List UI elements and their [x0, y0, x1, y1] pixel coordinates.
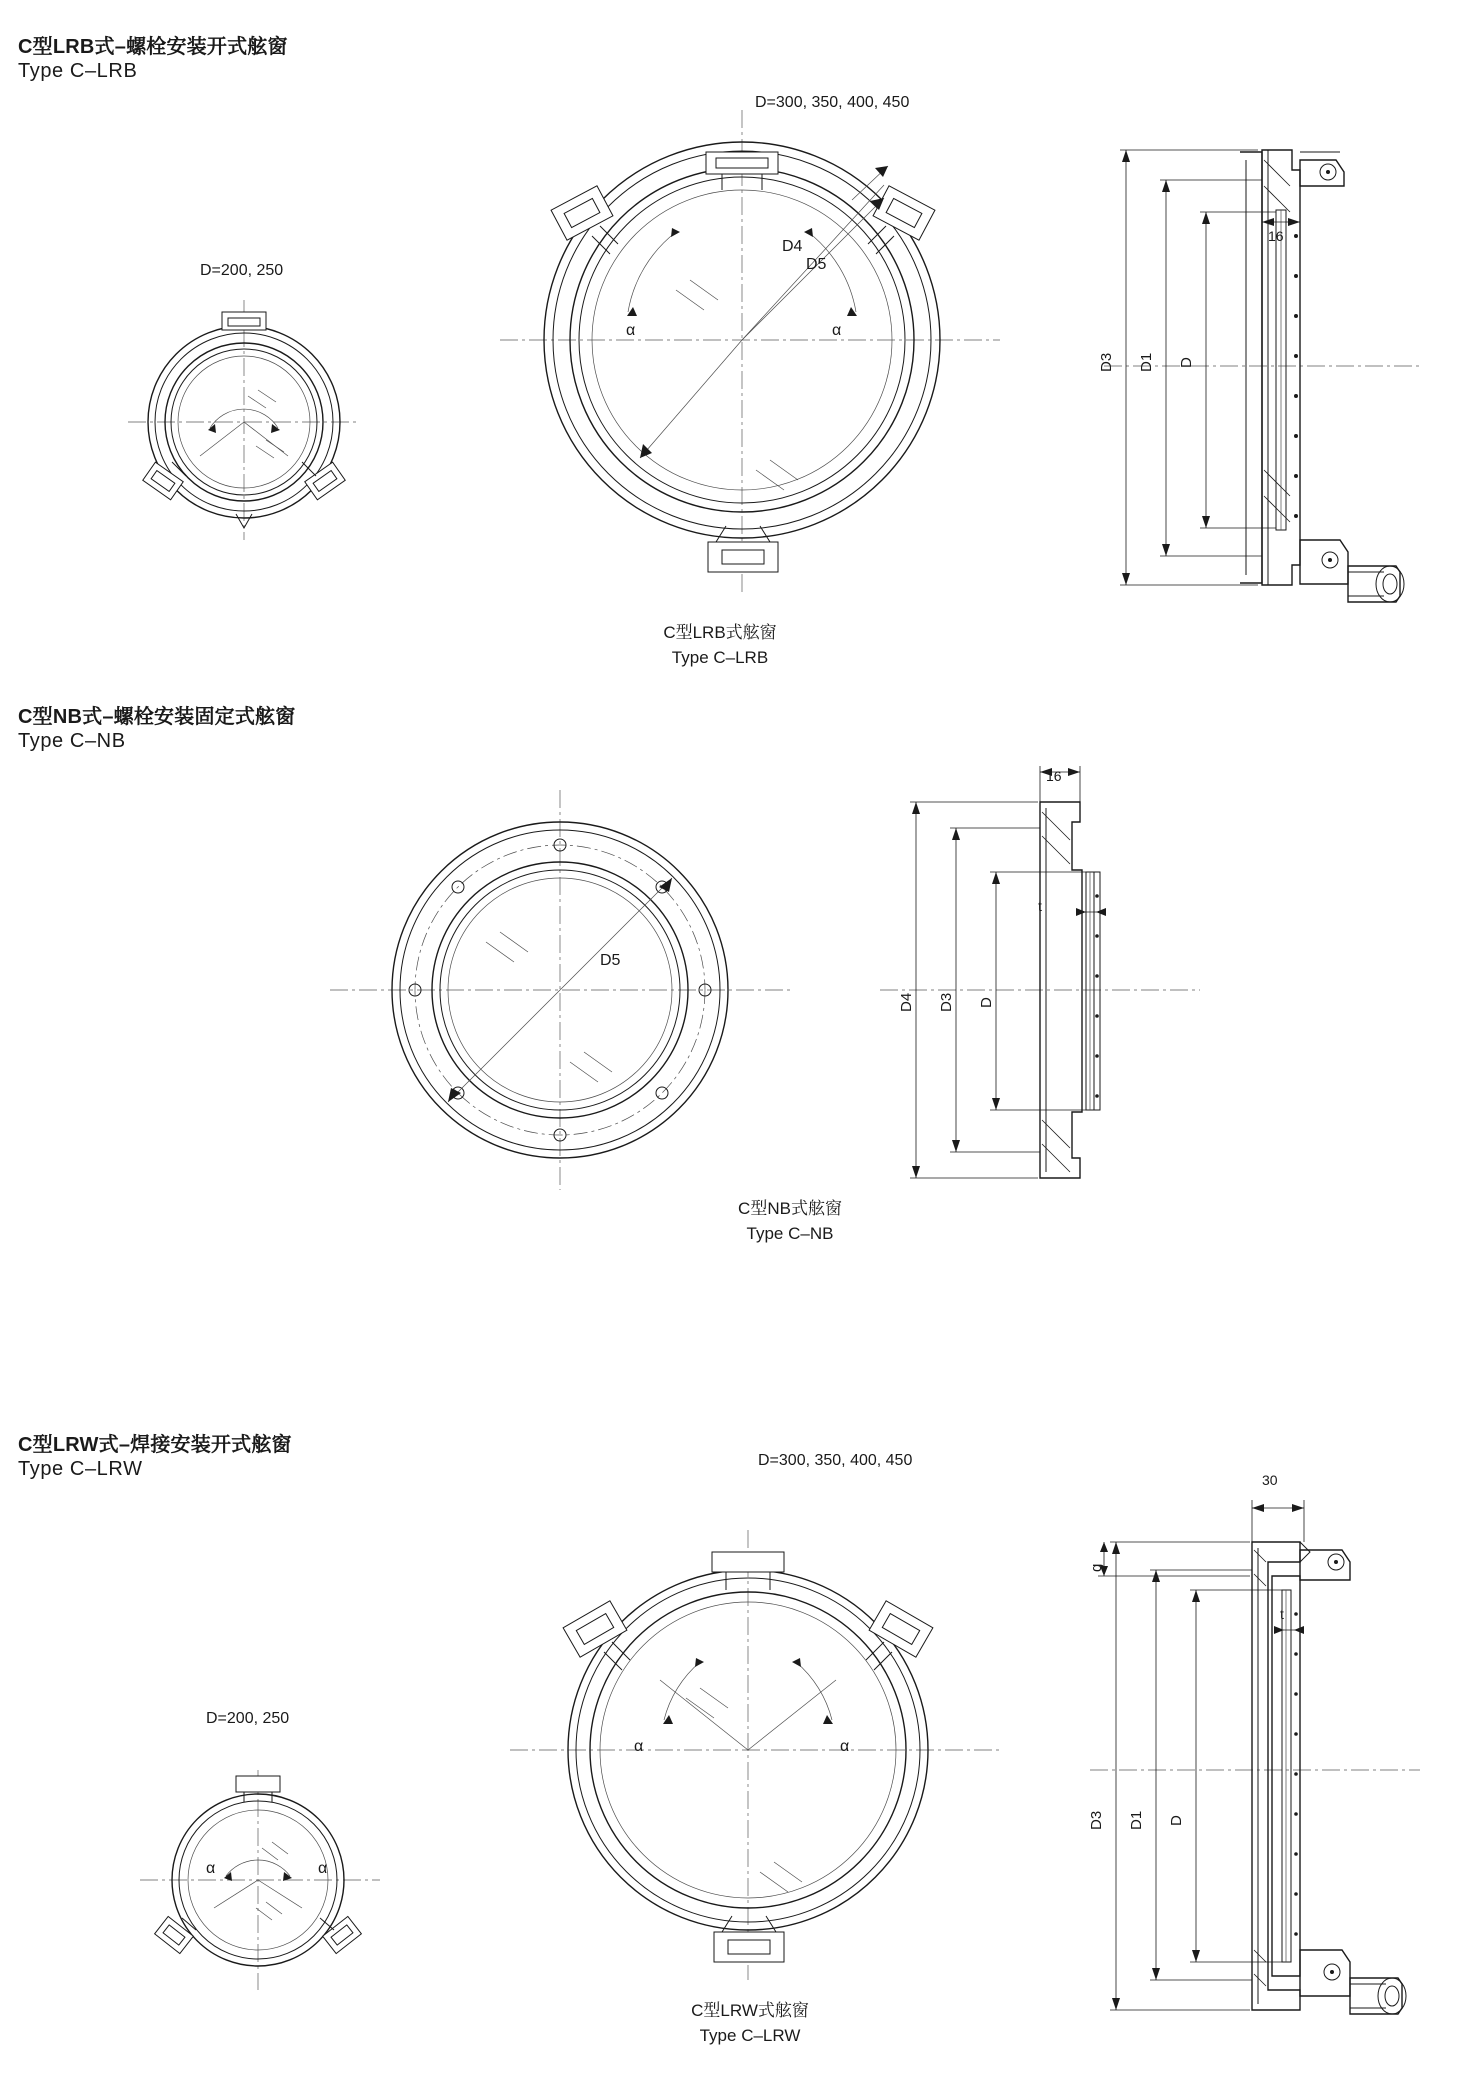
view-nb-front: [330, 790, 790, 1190]
label-nb-d: D: [978, 997, 995, 1008]
view-lrb-large-front: [500, 110, 1000, 592]
label-lrw-weld-width-30: 30: [1262, 1472, 1278, 1488]
label-lrw-d: D: [1168, 1815, 1185, 1826]
label-lrw-small-diameter: D=200, 250: [206, 1710, 290, 1727]
view-lrw-section: [1090, 1500, 1420, 2014]
label-lrb-d4: D4: [782, 238, 803, 255]
caption-c-nb-en: Type C–NB: [746, 1224, 834, 1243]
label-nb-glass-thickness: t: [1038, 898, 1042, 914]
caption-c-lrw-en: Type C–LRW: [699, 2026, 801, 2045]
label-lrw-alpha-left-small: α: [206, 1860, 216, 1877]
view-lrb-small-front: [128, 300, 360, 540]
label-lrw-alpha-right: α: [840, 1738, 850, 1755]
label-nb-d3: D3: [938, 992, 955, 1012]
view-lrb-section: [1104, 150, 1420, 602]
view-nb-section: [880, 766, 1200, 1178]
section-title-c-lrb-en: Type C–LRB: [18, 60, 138, 82]
label-lrb-alpha-right: α: [832, 322, 842, 339]
view-lrw-small-front: [140, 1770, 380, 1990]
view-lrw-large-front: [510, 1530, 1000, 1980]
label-lrb-d5: D5: [806, 256, 827, 273]
label-lrb-alpha-left: α: [626, 322, 636, 339]
label-lrw-d3: D3: [1088, 1810, 1105, 1830]
section-title-c-lrw-cn: C型LRW式–焊接安装开式舷窗: [18, 1434, 292, 1456]
label-nb-thickness-16: 16: [1046, 768, 1062, 784]
label-lrb-d: D: [1178, 357, 1195, 368]
caption-c-nb-cn: C型NB式舷窗: [738, 1199, 842, 1218]
label-lrw-alpha-left: α: [634, 1738, 644, 1755]
label-lrb-d1: D1: [1138, 352, 1155, 372]
section-title-c-nb-en: Type C–NB: [18, 730, 126, 752]
drawing-c-lrb: [0, 0, 1475, 700]
label-lrb-thickness-16: 16: [1268, 228, 1284, 244]
caption-c-lrb-cn: C型LRB式舷窗: [663, 623, 777, 642]
label-lrb-small-diameter: D=200, 250: [200, 262, 284, 279]
caption-c-lrb-en: Type C–LRB: [671, 648, 769, 667]
label-lrw-d1: D1: [1128, 1810, 1145, 1830]
label-lrb-d3: D3: [1098, 352, 1115, 372]
label-nb-d5: D5: [600, 952, 621, 969]
label-lrw-alpha-right-small: α: [318, 1860, 328, 1877]
section-title-c-lrw-en: Type C–LRW: [18, 1458, 143, 1480]
label-lrw-glass-thickness: t: [1280, 1606, 1284, 1622]
section-title-c-lrb-cn: C型LRB式–螺栓安装开式舷窗: [18, 36, 288, 58]
label-nb-d4: D4: [898, 992, 915, 1012]
label-lrb-large-diameter: D=300, 350, 400, 450: [755, 94, 910, 111]
section-title-c-nb-cn: C型NB式–螺栓安装固定式舷窗: [18, 706, 296, 728]
label-lrw-gap-g: g: [1088, 1563, 1105, 1572]
caption-c-lrw-cn: C型LRW式舷窗: [691, 2001, 809, 2020]
drawing-c-nb: [0, 760, 1475, 1360]
label-lrw-large-diameter: D=300, 350, 400, 450: [758, 1452, 913, 1469]
